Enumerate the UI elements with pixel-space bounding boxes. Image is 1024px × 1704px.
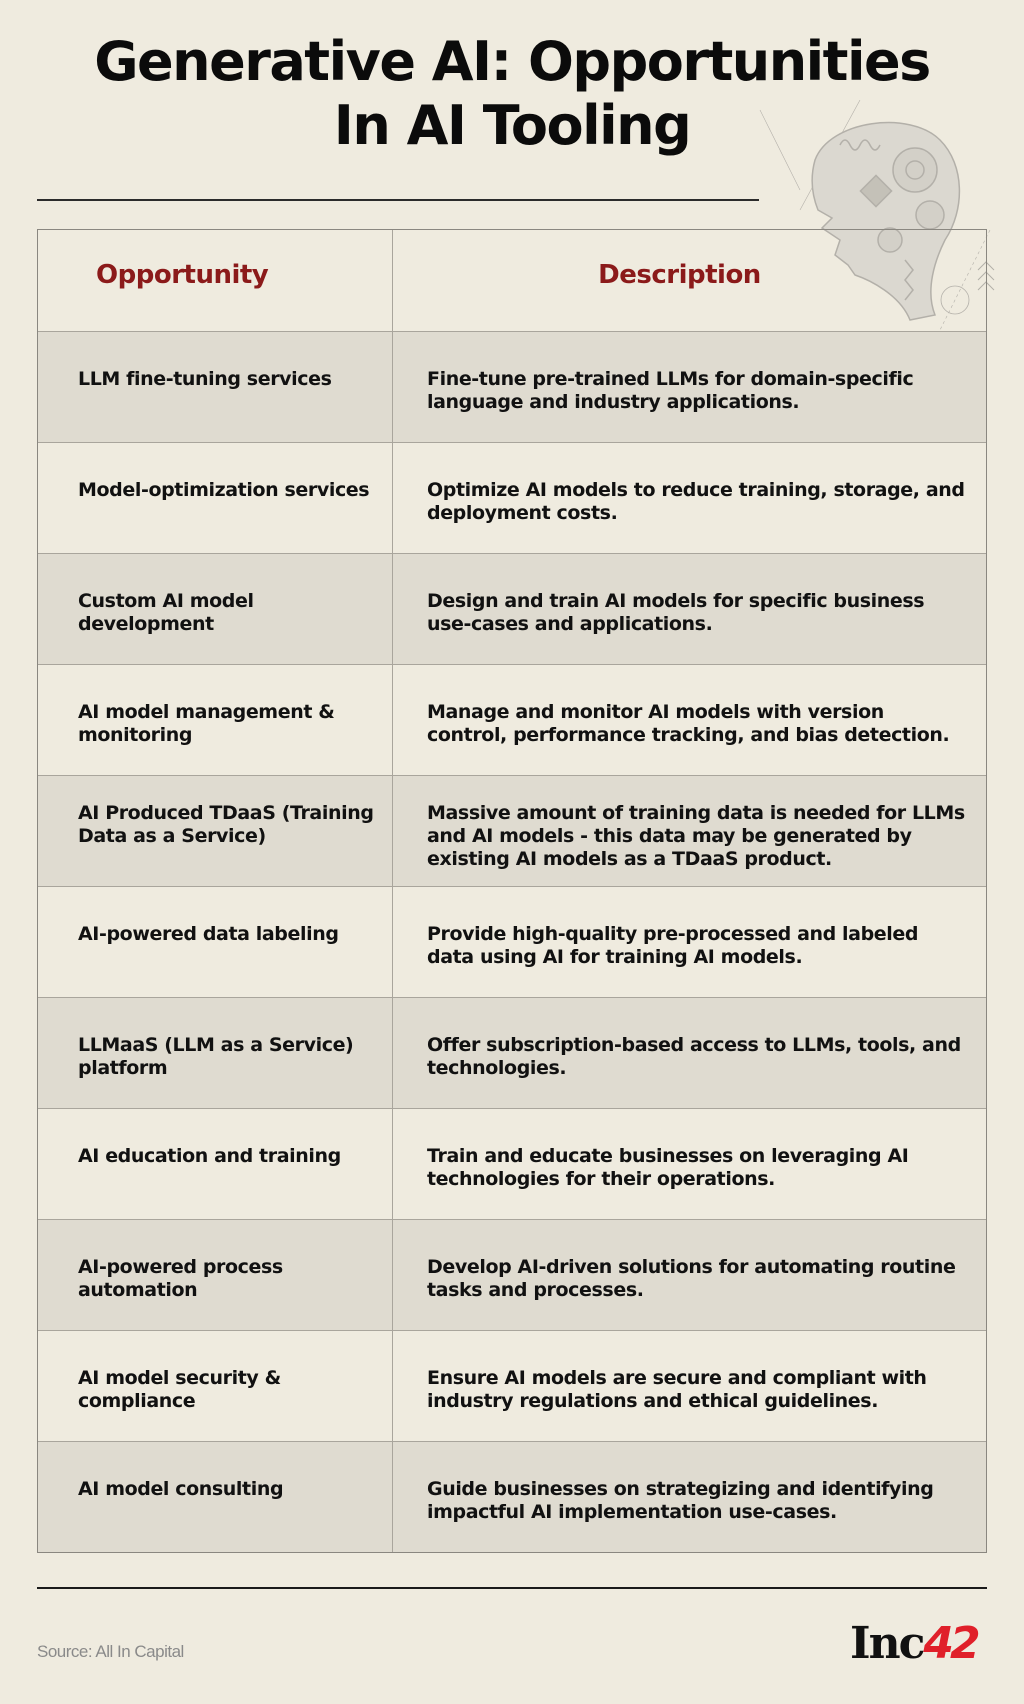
title-line-2: In AI Tooling [333,94,691,157]
opportunity-cell: AI-powered process automation [38,1220,393,1330]
description-cell: Design and train AI models for specific business use-cases and applications. [427,590,925,635]
table-row [38,1441,986,1552]
description-cell: Manage and monitor AI models with version control, performance tracking, and bias detection. [427,701,950,746]
description-cell: Fine-tune pre-trained LLMs for domain-specific language and industry applications. [427,368,914,413]
description-cell: Offer subscription-based access to LLMs, tools, and technologies. [427,1034,961,1079]
opportunity-cell: LLM fine-tuning services [38,332,393,442]
column-header-description: Description [598,260,761,290]
opportunity-cell: LLMaaS (LLM as a Service) platform [38,998,393,1108]
description-cell: Train and educate businesses on leveraging AI technologies for their operations. [427,1145,909,1190]
opportunity-cell: AI model security & compliance [38,1331,393,1441]
description-cell: Provide high-quality pre-processed and labeled data using AI for training AI models. [427,923,919,968]
opportunity-cell: AI education and training [38,1109,393,1219]
opportunity-cell: Custom AI model development [38,554,393,664]
description-cell: Guide businesses on strategizing and identifying impactful AI implementation use-cases. [427,1478,934,1523]
footer-divider [37,1587,987,1589]
table-header-row [38,230,986,331]
table-row [38,1219,986,1330]
source-credit: Source: All In Capital [37,1642,184,1661]
inc42-logo [850,1620,977,1668]
title-line-1: Generative AI: Opportunities [94,30,930,93]
description-cell: Massive amount of training data is needed for LLMs and AI models - this data may be generated by existing AI models as a TDaaS product. [427,802,965,870]
logo-text: Inc [850,1618,924,1669]
opportunity-cell: AI model management & monitoring [38,665,393,775]
opportunities-table [37,229,987,1553]
description-cell: Ensure AI models are secure and compliant with industry regulations and ethical guidelines. [427,1367,927,1412]
table-row [38,664,986,775]
opportunity-cell: AI model consulting [38,1442,393,1552]
table-row [38,775,986,886]
table-row [38,331,986,442]
logo-number: 42 [923,1618,977,1669]
description-cell: Develop AI-driven solutions for automating routine tasks and processes. [427,1256,956,1301]
table-row [38,1108,986,1219]
opportunity-cell: AI Produced TDaaS (Training Data as a Service) [38,776,393,886]
opportunity-cell: AI-powered data labeling [38,887,393,997]
title-divider [37,199,759,201]
opportunity-cell: Model-optimization services [38,443,393,553]
table-row [38,886,986,997]
description-cell: Optimize AI models to reduce training, storage, and deployment costs. [427,479,965,524]
column-header-opportunity: Opportunity [38,230,393,331]
table-row [38,553,986,664]
table-row [38,1330,986,1441]
table-row [38,997,986,1108]
table-row [38,442,986,553]
